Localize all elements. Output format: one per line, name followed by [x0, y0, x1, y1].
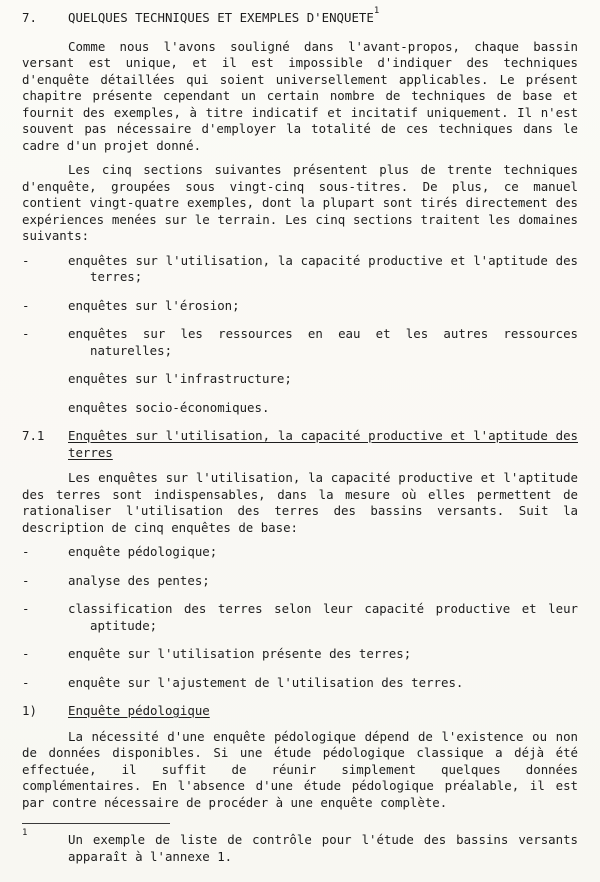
chapter-heading: [22, 5, 578, 27]
chapter-title: [68, 5, 578, 27]
list-item: [22, 400, 578, 417]
list-item-text: classification des terres selon leur capacité productive et leur aptitude;: [68, 601, 578, 633]
section-number: 7.1: [22, 428, 45, 443]
list-item: [22, 371, 578, 388]
footnote-marker-number: 1: [22, 827, 28, 838]
footnote-ref: 1: [373, 5, 380, 16]
list-marker: -: [22, 646, 30, 661]
list-marker: -: [22, 601, 30, 616]
list-item: [22, 253, 578, 286]
list-marker: -: [22, 674, 30, 690]
list-item: [22, 573, 578, 590]
list-item-text: enquêtes socio-économiques.: [68, 399, 270, 415]
paragraph-intro-1: Comme nous l'avons souligné dans l'avant-propos, chaque bassin versant est unique, et il est impossible d'indiquer des techniques d'enquête détaillées qui soient universellement applicables. Le présent chapitre présente cependant un certain nombre de techniques de base et fournit des exemples, à titre indicatif et incitatif uniquement. Il n'est souvent pas nécessaire d'employer la totalité de ces techniques dans le cadre d'un projet donné.: [22, 38, 578, 153]
subsection-heading: [22, 703, 578, 720]
list-marker: -: [22, 252, 30, 268]
list-item-text: enquête pédologique;: [68, 544, 218, 559]
list-item: [22, 675, 578, 692]
list-marker: -: [22, 326, 30, 341]
footnote-text: Un exemple de liste de contrôle pour l'étude des bassins versants apparaît à l'annexe 1.: [68, 832, 578, 864]
list-item-text: analyse des pentes;: [68, 572, 210, 588]
list-item-text: enquête sur l'ajustement de l'utilisation des terres.: [68, 674, 464, 690]
footnote-separator: [22, 823, 170, 824]
chapter-title-text: QUELQUES TECHNIQUES ET EXEMPLES D'ENQUETE: [68, 10, 374, 25]
list-item-text: enquêtes sur l'érosion;: [68, 297, 240, 313]
list-item-text: enquêtes sur les ressources en eau et les autres ressources naturelles;: [68, 326, 578, 358]
section-heading: [22, 428, 578, 461]
paragraph-subsection: La nécessité d'une enquête pédologique dépend de l'existence ou non de données disponibles. Si une étude pédologique classique a déjà été effectuée, il suffit de réunir simplement quelques données complémentaires. En l'absence d'une étude pédologique préalable, il est par contre nécessaire de procéder à une enquête complète.: [22, 728, 578, 810]
list-item: [22, 601, 578, 634]
list-marker: -: [22, 544, 30, 559]
chapter-number: 7.: [22, 10, 37, 25]
list-item: [22, 326, 578, 359]
list-item-text: enquête sur l'utilisation présente des terres;: [68, 646, 412, 661]
paragraph-section-intro: Les enquêtes sur l'utilisation, la capacité productive et l'aptitude des terres sont indispensables, dans la mesure où elles permettent de rationaliser l'utilisation des terres des bassins versants. Suit la description de cinq enquêtes de base:: [22, 470, 578, 535]
list-marker: -: [22, 297, 30, 313]
list-item: [22, 298, 578, 315]
list-item: [22, 544, 578, 561]
list-item: [22, 646, 578, 663]
subsection-number: 1): [22, 703, 37, 718]
footnote: [22, 827, 578, 865]
section-title: Enquêtes sur l'utilisation, la capacité productive et l'aptitude des terres: [68, 428, 578, 460]
list-marker: [22, 400, 68, 417]
list-item-text: enquêtes sur l'utilisation, la capacité productive et l'aptitude des terres;: [68, 252, 578, 284]
list-marker: [22, 371, 68, 388]
list-item-text: enquêtes sur l'infrastructure;: [68, 371, 292, 386]
paragraph-intro-2: Les cinq sections suivantes présentent plus de trente techniques d'enquête, groupées sous vingt-cinq sous-titres. De plus, ce manuel contient vingt-quatre exemples, dont la plupart sont tirés directement des expériences menées sur le terrain. Les cinq sections traitent les domaines suivants:: [22, 162, 578, 243]
list-marker: -: [22, 572, 30, 588]
footnote-marker: [22, 827, 68, 865]
subsection-title: Enquête pédologique: [68, 703, 210, 718]
